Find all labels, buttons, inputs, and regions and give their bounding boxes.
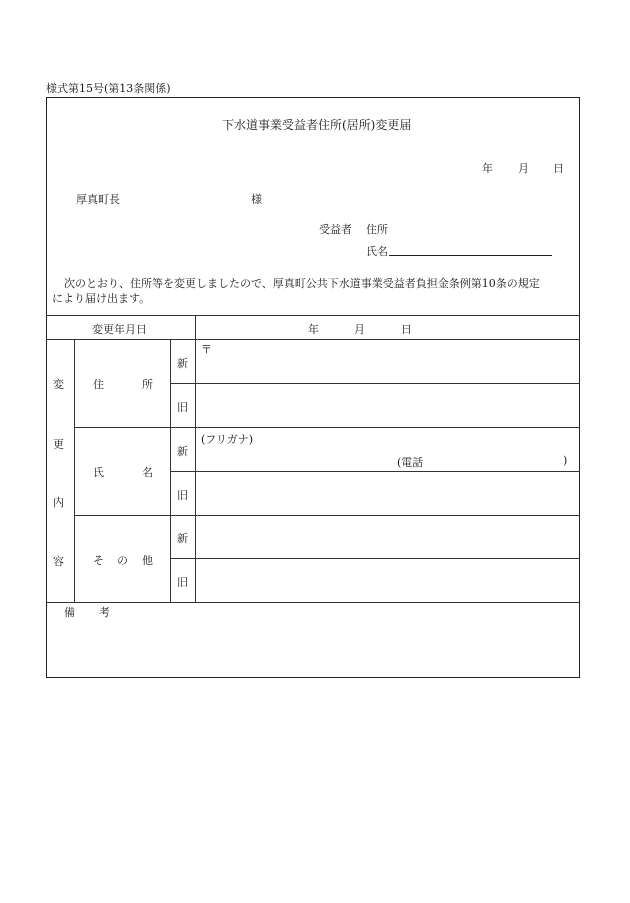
other-label-b: の	[117, 554, 128, 567]
address-new-label: 新	[177, 357, 188, 370]
address-old-label: 旧	[177, 401, 188, 414]
address-label-b: 所	[142, 378, 153, 391]
form-title: 下水道事業受益者住所(居所)変更届	[222, 118, 412, 132]
change-date-label: 変更年月日	[92, 323, 147, 336]
statement-line-2: により届け出ます。	[52, 292, 151, 305]
other-new-label: 新	[177, 532, 188, 545]
change-content-char-2: 更	[53, 438, 64, 451]
change-date-month: 月	[354, 323, 365, 336]
phone-open: (電話	[397, 456, 424, 469]
rule-address-bottom	[74, 427, 580, 428]
postal-mark: 〒	[201, 343, 212, 356]
form-frame	[46, 97, 580, 678]
name-new-label: 新	[177, 445, 188, 458]
rule-content-column	[74, 339, 75, 602]
applicant-name-label: 氏名	[366, 245, 388, 258]
rule-newold-column	[170, 339, 171, 602]
change-date-year: 年	[308, 323, 319, 336]
date-day: 日	[553, 162, 564, 175]
change-content-char-4: 容	[53, 555, 64, 568]
form-number: 様式第15号(第13条関係)	[46, 82, 171, 95]
furigana-label: (フリガナ)	[201, 433, 254, 446]
rule-other-mid	[170, 558, 580, 559]
applicant-label: 受益者	[319, 223, 352, 236]
other-label-c: 他	[142, 554, 153, 567]
change-date-day: 日	[401, 323, 412, 336]
applicant-address-label: 住所	[366, 223, 388, 236]
statement-line-1: 次のとおり、住所等を変更しましたので、厚真町公共下水道事業受益者負担金条例第10条の規定	[64, 277, 540, 290]
applicant-name-underline	[389, 255, 552, 256]
other-label-a: そ	[93, 554, 104, 567]
honorific: 様	[251, 193, 262, 206]
rule-address-mid	[170, 383, 580, 384]
date-year: 年	[482, 162, 493, 175]
phone-close: )	[563, 454, 568, 467]
name-label-b: 名	[142, 466, 153, 479]
name-old-label: 旧	[177, 489, 188, 502]
change-content-char-1: 変	[53, 378, 64, 391]
change-content-char-3: 内	[53, 496, 64, 509]
date-month: 月	[518, 162, 529, 175]
other-old-label: 旧	[177, 576, 188, 589]
rule-change-date-bottom	[46, 339, 580, 340]
remarks-label-a: 備	[64, 606, 75, 619]
rule-change-date-top	[46, 315, 580, 316]
rule-name-mid	[170, 471, 580, 472]
name-label-a: 氏	[93, 466, 104, 479]
remarks-label-b: 考	[99, 606, 110, 619]
rule-value-column	[195, 315, 196, 602]
rule-name-bottom	[74, 515, 580, 516]
rule-remarks-top	[46, 602, 580, 603]
address-label-a: 住	[93, 378, 104, 391]
addressee: 厚真町長	[76, 193, 120, 206]
